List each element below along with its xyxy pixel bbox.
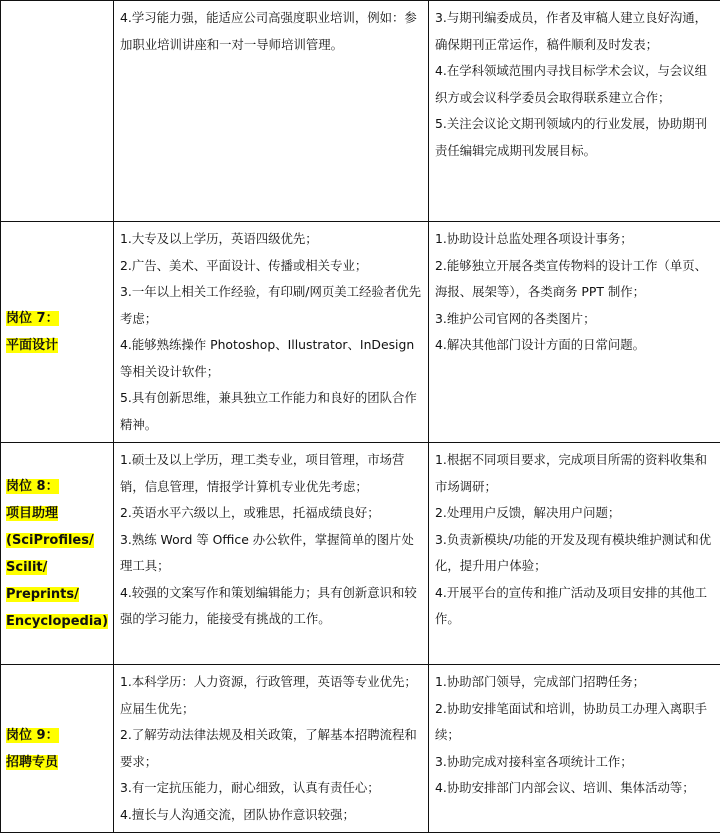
duties-cell [429, 222, 720, 443]
duty-item: 1.协助设计总监处理各项设计事务； [435, 226, 714, 253]
duty-item: 3.维护公司官网的各类图片； [435, 306, 714, 333]
position-number: 岗位 9： [6, 728, 59, 743]
duty-item: 3.与期刊编委成员，作者及审稿人建立良好沟通，确保期刊正常运作，稿件顺利及时发表； [435, 5, 714, 58]
position-title: 平面设计 [6, 338, 58, 353]
duty-item: 2.协助安排笔面试和培训，协助员工办理入离职手续； [435, 696, 714, 749]
duty-item: 2.处理用户反馈，解决用户问题； [435, 500, 714, 527]
duties-cell [429, 1, 720, 222]
position-title: Preprints/ [6, 587, 79, 602]
duty-item: 5.关注会议论文期刊领域内的行业发展，协助期刊责任编辑完成期刊发展目标。 [435, 111, 714, 164]
requirement-item: 3.一年以上相关工作经验，有印刷/网页美工经验者优先考虑； [120, 279, 422, 332]
requirement-item: 2.英语水平六级以上，或雅思，托福成绩良好； [120, 500, 422, 527]
position-title: Scilit/ [6, 560, 47, 575]
requirement-item: 4.较强的文案写作和策划编辑能力；具有创新意识和较强的学习能力，能接受有挑战的工作。 [120, 580, 422, 633]
requirements-cell [114, 665, 429, 833]
requirement-item: 5.具有创新思维，兼具独立工作能力和良好的团队合作精神。 [120, 385, 422, 438]
duty-item: 3.负责新模块/功能的开发及现有模块维护测试和优化，提升用户体验； [435, 527, 714, 580]
duty-item: 4.在学科领域范围内寻找目标学术会议，与会议组织方或会议科学委员会取得联系建立合作； [435, 58, 714, 111]
position-cell [1, 222, 114, 443]
requirement-item: 4.学习能力强，能适应公司高强度职业培训，例如：参加职业培训讲座和一对一导师培训管理。 [120, 5, 422, 58]
requirement-item: 4.擅长与人沟通交流，团队协作意识较强； [120, 802, 422, 829]
duties-cell [429, 665, 720, 833]
duty-item: 4.解决其他部门设计方面的日常问题。 [435, 332, 714, 359]
duties-cell [429, 443, 720, 665]
position-title: (SciProfiles/ [6, 533, 94, 548]
table-row [1, 222, 720, 443]
requirement-item: 2.广告、美术、平面设计、传播或相关专业； [120, 253, 422, 280]
position-title: 招聘专员 [6, 755, 58, 770]
duty-item: 4.协助安排部门内部会议、培训、集体活动等； [435, 775, 714, 802]
position-number: 岗位 7： [6, 311, 59, 326]
position-cell [1, 1, 114, 222]
duty-item: 4.开展平台的宣传和推广活动及项目安排的其他工作。 [435, 580, 714, 633]
requirement-item: 3.有一定抗压能力，耐心细致，认真有责任心； [120, 775, 422, 802]
requirements-cell [114, 1, 429, 222]
duty-item: 1.根据不同项目要求，完成项目所需的资料收集和市场调研； [435, 447, 714, 500]
table-row [1, 443, 720, 665]
requirement-item: 1.大专及以上学历，英语四级优先； [120, 226, 422, 253]
table-row [1, 665, 720, 833]
requirement-item: 4.能够熟练操作 Photoshop、Illustrator、InDesign 等相关设计软件； [120, 332, 422, 385]
position-title: Encyclopedia) [6, 614, 108, 629]
position-number: 岗位 8： [6, 479, 59, 494]
position-title: 项目助理 [6, 506, 58, 521]
duty-item: 1.协助部门领导，完成部门招聘任务； [435, 669, 714, 696]
position-cell [1, 665, 114, 833]
duty-item: 3.协助完成对接科室各项统计工作； [435, 749, 714, 776]
duty-item: 2.能够独立开展各类宣传物料的设计工作（单页、海报、展架等），各类商务 PPT 制作； [435, 253, 714, 306]
requirement-item: 2.了解劳动法律法规及相关政策，了解基本招聘流程和要求； [120, 722, 422, 775]
requirements-cell [114, 443, 429, 665]
requirement-item: 3.熟练 Word 等 Office 办公软件，掌握简单的图片处理工具； [120, 527, 422, 580]
table-row [1, 1, 720, 222]
requirement-item: 1.硕士及以上学历，理工类专业，项目管理，市场营销，信息管理，情报学计算机专业优先考虑； [120, 447, 422, 500]
requirements-cell [114, 222, 429, 443]
position-cell [1, 443, 114, 665]
requirement-item: 1.本科学历：人力资源，行政管理，英语等专业优先；应届生优先； [120, 669, 422, 722]
